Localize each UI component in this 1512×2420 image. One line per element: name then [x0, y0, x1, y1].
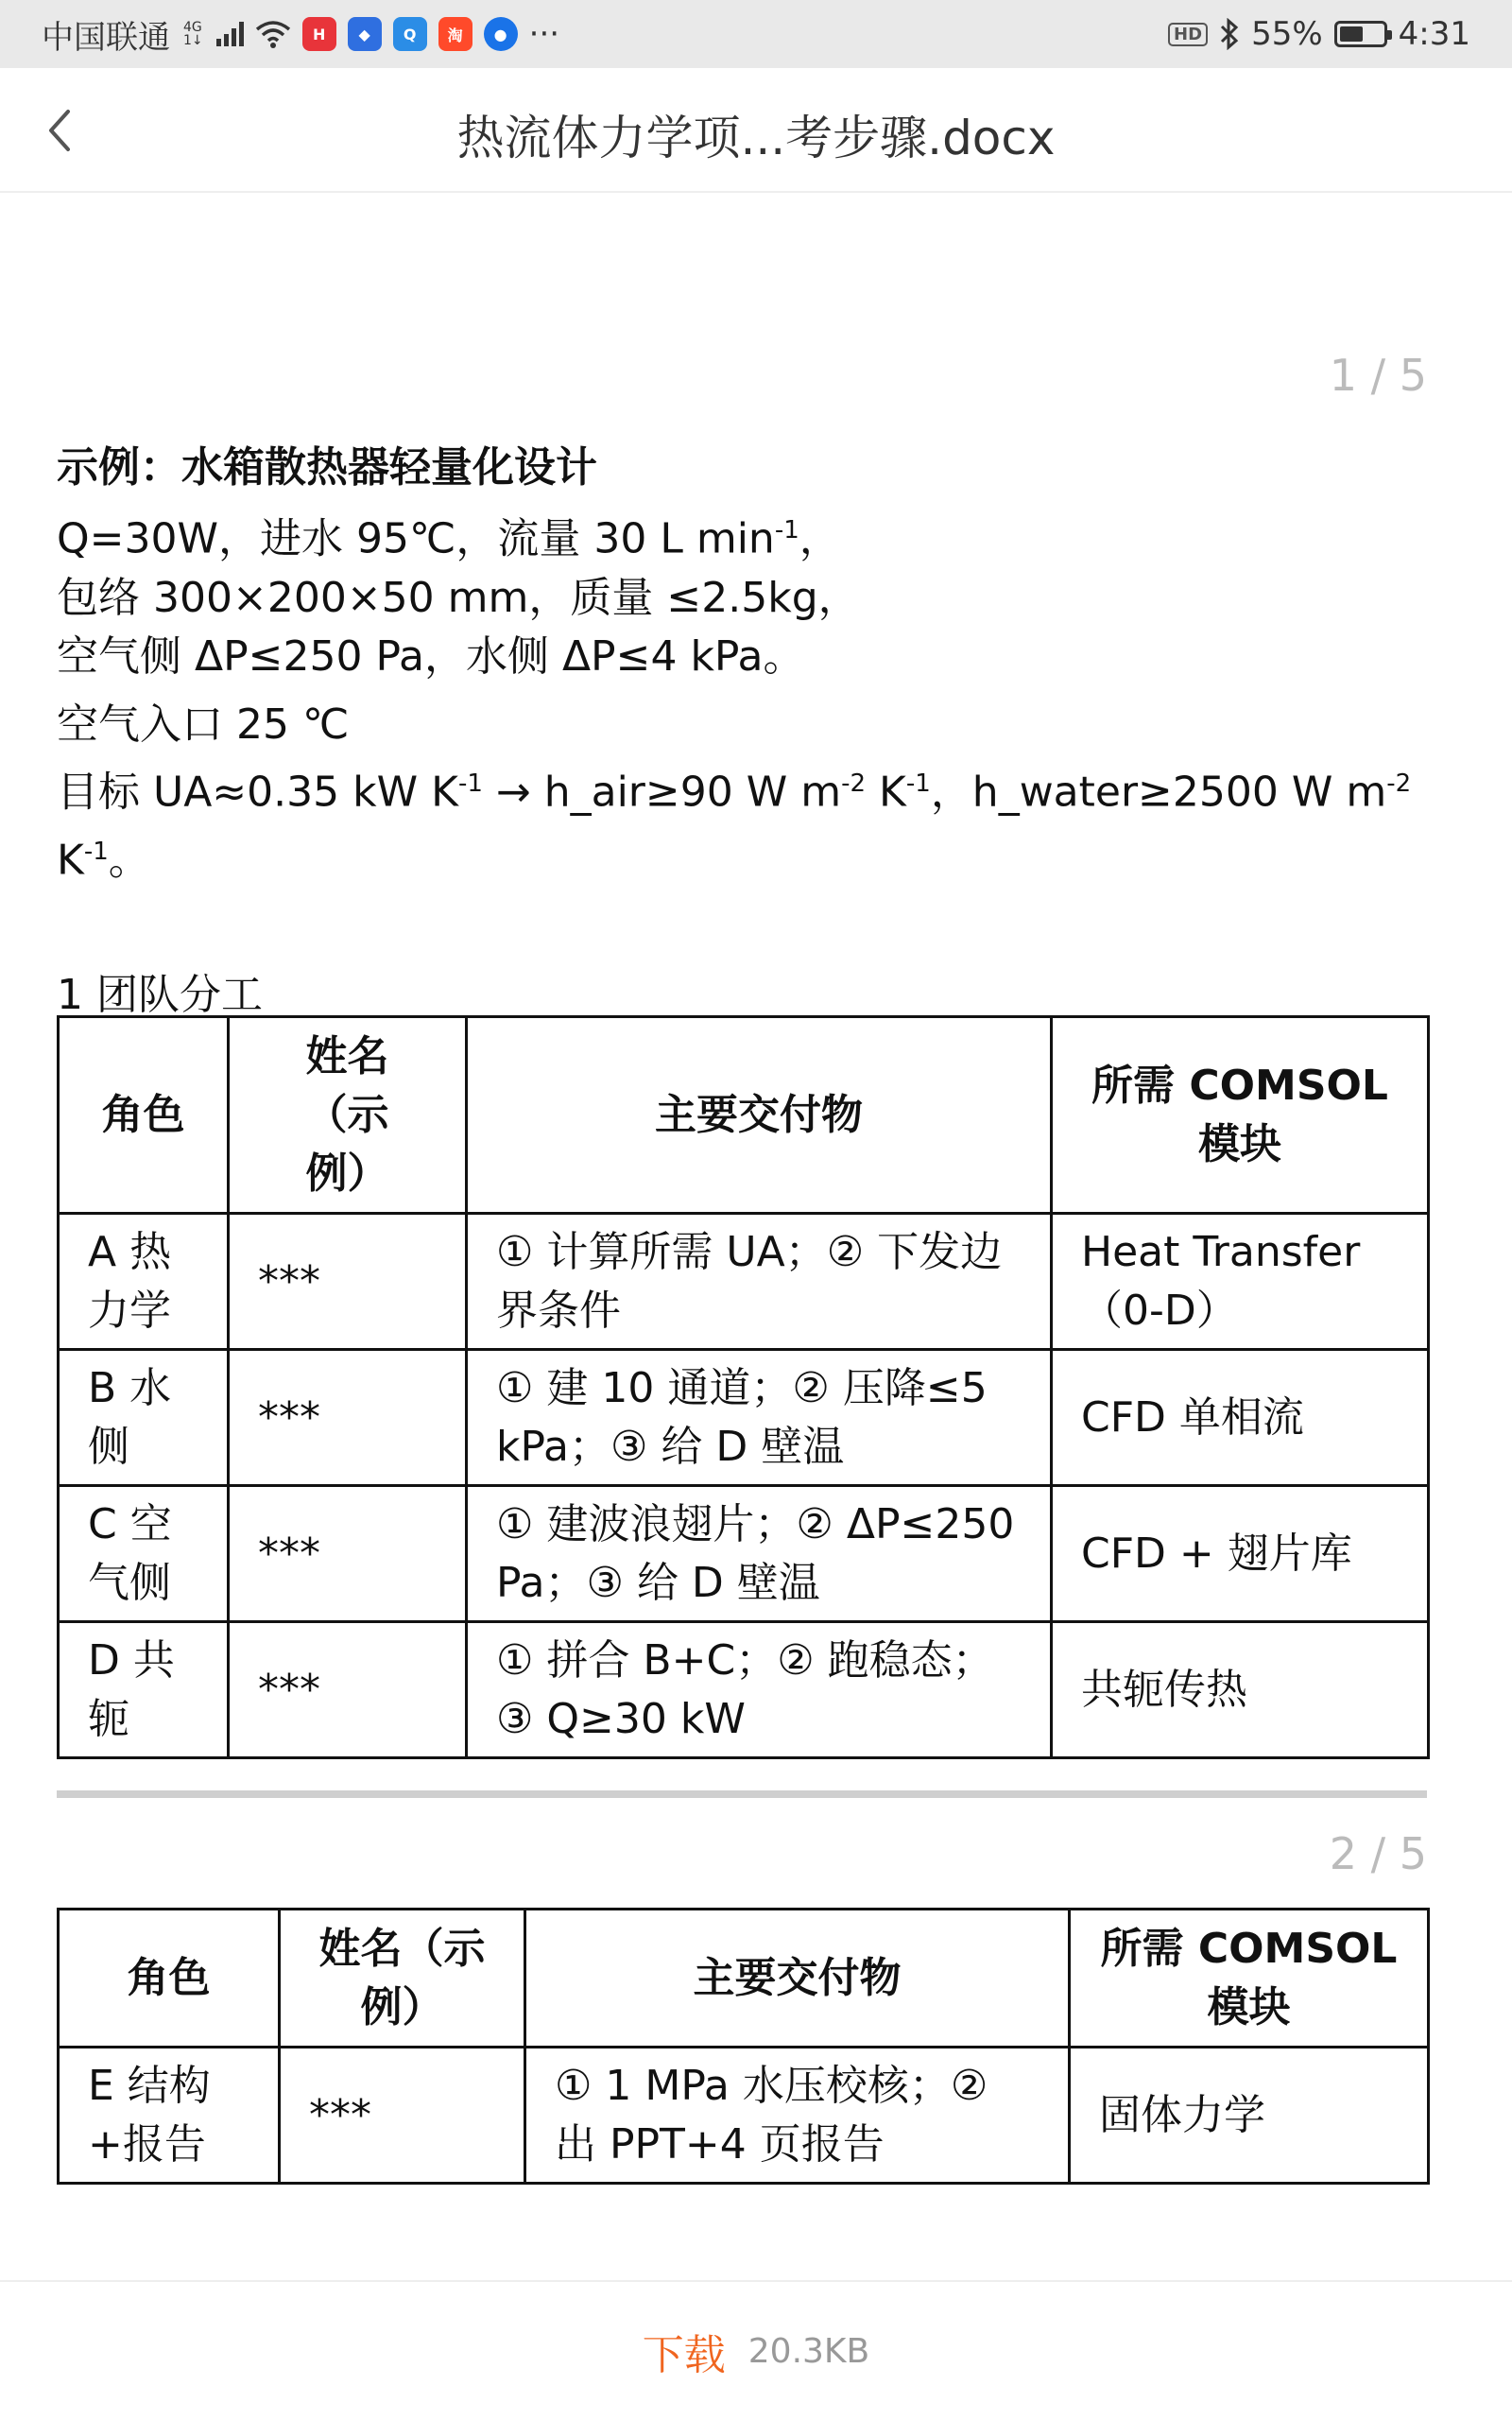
battery-fill — [1340, 26, 1363, 42]
shield-app-icon: ◆ — [348, 17, 382, 51]
battery-icon — [1334, 21, 1387, 47]
battery-percent: 55% — [1251, 15, 1323, 53]
cell-module: Heat Transfer（0-D） — [1052, 1214, 1429, 1350]
network-type-label: 4G — [183, 20, 202, 35]
hd-badge: HD — [1168, 23, 1208, 46]
cell-role: B 水侧 — [59, 1350, 229, 1486]
target-paragraph — [57, 696, 1427, 890]
cell-module: CFD + 翅片库 — [1052, 1486, 1429, 1622]
cell-role: A 热力学 — [59, 1214, 229, 1350]
table-header-row — [59, 1017, 1429, 1214]
status-bar-right — [1168, 15, 1470, 53]
document-title: 热流体力学项...考步骤.docx — [456, 111, 1056, 165]
app-header — [0, 68, 1512, 193]
taobao-app-icon: 淘 — [438, 17, 472, 51]
network-sub-label: 1↓ — [183, 33, 203, 48]
cell-name: *** — [229, 1622, 467, 1758]
table-row — [59, 1214, 1429, 1350]
table-row — [59, 1486, 1429, 1622]
header-name: 姓名（示例） — [280, 1910, 525, 2048]
spec-paragraph — [57, 501, 860, 686]
cell-module: CFD 单相流 — [1052, 1350, 1429, 1486]
cell-role: E 结构+报告 — [59, 2048, 280, 2184]
download-bar — [0, 2280, 1512, 2420]
page-number: 2 / 5 — [1329, 1828, 1427, 1879]
table-row — [59, 1622, 1429, 1758]
document-page-1[interactable] — [0, 193, 1512, 1790]
team-table — [57, 1015, 1430, 1759]
cell-deliverable: ① 建 10 通道；② 压降≤5 kPa；③ 给 D 壁温 — [467, 1350, 1052, 1486]
signal-icon — [216, 22, 244, 46]
spec-line-2: 包络 300×200×50 mm，质量 ≤2.5kg， — [57, 573, 860, 622]
cell-module: 固体力学 — [1070, 2048, 1429, 2184]
target-line: 目标 UA≈0.35 kW $K^{-1}$ → h_air≥90 W $m^{-2}$ $K^{-1}$，h_water≥2500 W $m^{-2}$ $K^{-1}$。 — [57, 768, 1412, 885]
cell-deliverable: ① 计算所需 UA；② 下发边界条件 — [467, 1214, 1052, 1350]
bluetooth-icon — [1219, 18, 1240, 50]
cell-role: D 共轭 — [59, 1622, 229, 1758]
back-button[interactable] — [26, 96, 93, 164]
more-notifications-icon: ··· — [528, 15, 560, 53]
wifi-icon — [255, 20, 291, 48]
header-module: 所需 COMSOL 模块 — [1052, 1017, 1429, 1214]
header-role: 角色 — [59, 1910, 280, 2048]
header-name: 姓名（示例） — [229, 1017, 467, 1214]
chevron-left-icon — [45, 108, 74, 153]
download-button[interactable]: 下载 — [642, 2331, 726, 2379]
cell-name: *** — [280, 2048, 525, 2184]
header-deliverable: 主要交付物 — [467, 1017, 1052, 1214]
cell-deliverable: ① 1 MPa 水压校核；② 出 PPT+4 页报告 — [525, 2048, 1070, 2184]
cell-role: C 空气侧 — [59, 1486, 229, 1622]
spec-line-3: 空气侧 ΔP≤250 Pa，水侧 ΔP≤4 kPa。 — [57, 631, 805, 681]
table-row — [59, 1350, 1429, 1486]
cell-name: *** — [229, 1214, 467, 1350]
cell-name: *** — [229, 1486, 467, 1622]
cell-name: *** — [229, 1350, 467, 1486]
status-bar-left — [42, 11, 559, 58]
cell-module: 共轭传热 — [1052, 1622, 1429, 1758]
file-size: 20.3KB — [747, 2331, 870, 2371]
cell-deliverable: ① 拼合 B+C；② 跑稳态；③ Q≥30 kW — [467, 1622, 1052, 1758]
page-divider — [57, 1790, 1427, 1798]
spec-line-1: Q=30W，进水 95℃，流量 30 L $\min^{-1}$， — [57, 514, 841, 563]
cell-deliverable: ① 建波浪翅片；② ΔP≤250 Pa；③ 给 D 壁温 — [467, 1486, 1052, 1622]
page-number: 1 / 5 — [1329, 350, 1427, 401]
table-header-row — [59, 1910, 1429, 2048]
document-page-2[interactable] — [0, 1798, 1512, 2290]
circle-app-icon: ● — [484, 17, 518, 51]
search-app-icon: Q — [393, 17, 427, 51]
air-inlet-line: 空气入口 25 ℃ — [57, 700, 350, 749]
network-type — [183, 21, 203, 47]
header-module: 所需 COMSOL 模块 — [1070, 1910, 1429, 2048]
header-role: 角色 — [59, 1017, 229, 1214]
table-row — [59, 2048, 1429, 2184]
carrier-name: 中国联通 — [42, 18, 170, 57]
status-bar — [0, 0, 1512, 68]
clock: 4:31 — [1398, 15, 1470, 53]
example-heading: 示例：水箱散热器轻量化设计 — [57, 443, 597, 492]
header-deliverable: 主要交付物 — [525, 1910, 1070, 2048]
huawei-app-icon: H — [302, 17, 336, 51]
section-label-team: 1 团队分工 — [57, 971, 263, 1019]
team-table-continued — [57, 1908, 1430, 2185]
